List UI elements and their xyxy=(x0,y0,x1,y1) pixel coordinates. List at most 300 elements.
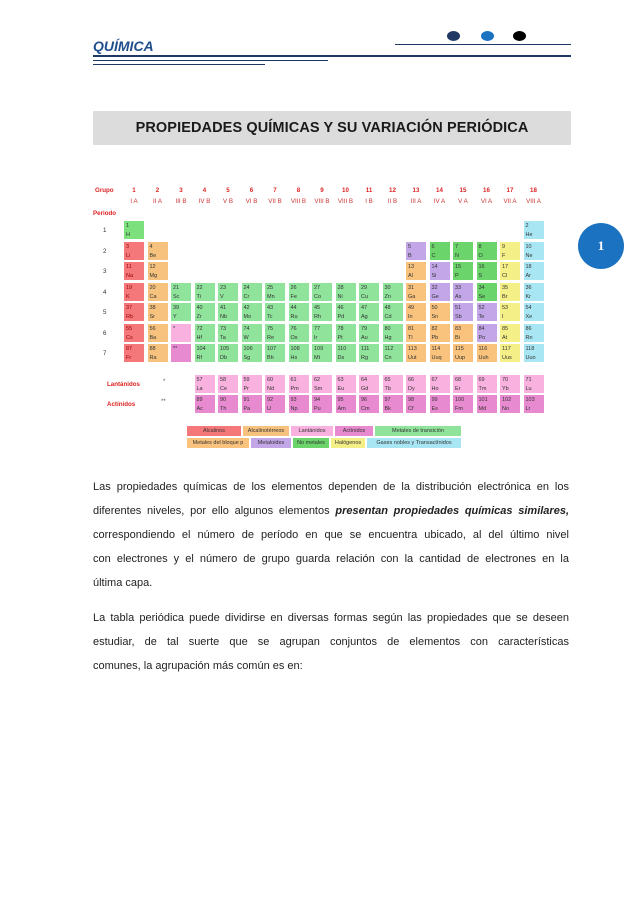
element-cell xyxy=(358,374,380,394)
group-roman: VII A xyxy=(503,198,517,205)
element-symbol: Gd xyxy=(361,385,369,392)
element-symbol: Uuh xyxy=(478,355,489,361)
para1-line2-emphasis: presentan propiedades químicas similares, xyxy=(335,505,569,517)
element-cell xyxy=(311,282,333,302)
period-number: 5 xyxy=(103,309,107,316)
element-cell xyxy=(523,343,545,363)
atomic-number: 118 xyxy=(525,346,535,352)
atomic-number: 63 xyxy=(337,376,344,383)
element-cell xyxy=(429,394,451,414)
group-roman: II A xyxy=(153,198,162,205)
period-number: 7 xyxy=(103,350,107,357)
atomic-number: 100 xyxy=(455,397,465,403)
atomic-number: 30 xyxy=(384,284,391,291)
element-symbol: Th xyxy=(220,406,227,412)
element-symbol: Pr xyxy=(243,385,249,392)
atomic-number: 89 xyxy=(196,397,203,403)
element-symbol: Ac xyxy=(196,406,203,412)
atomic-number: 28 xyxy=(337,284,344,291)
element-cell xyxy=(241,282,263,302)
atomic-number: 29 xyxy=(361,284,368,291)
element-symbol: Ba xyxy=(149,334,157,341)
atomic-number: 64 xyxy=(361,376,368,383)
element-symbol: Li xyxy=(126,252,131,259)
element-symbol: Bi xyxy=(455,334,460,341)
element-symbol: Tc xyxy=(267,314,273,320)
group-number: 7 xyxy=(273,187,277,194)
element-cell xyxy=(170,282,192,302)
group-number: 11 xyxy=(365,187,373,194)
element-cell xyxy=(429,323,451,343)
element-cell xyxy=(123,241,145,261)
element-symbol: O xyxy=(478,252,483,259)
element-symbol: Cl xyxy=(502,273,508,279)
atomic-number: 51 xyxy=(455,305,462,311)
element-cell xyxy=(288,374,310,394)
element-cell xyxy=(476,282,498,302)
element-symbol: Mg xyxy=(149,273,158,279)
element-cell xyxy=(123,323,145,343)
element-symbol: Ds xyxy=(337,355,345,361)
element-symbol: Sc xyxy=(173,293,180,300)
atomic-number: 23 xyxy=(220,284,227,291)
element-cell xyxy=(382,282,404,302)
atomic-number: ** xyxy=(173,346,178,352)
element-symbol: Be xyxy=(149,252,157,259)
group-number: 8 xyxy=(296,187,301,194)
paragraph-2 xyxy=(93,606,569,678)
element-symbol: Cf xyxy=(408,406,414,412)
element-cell xyxy=(335,282,357,302)
element-cell xyxy=(405,302,427,322)
atomic-number: 113 xyxy=(408,346,417,352)
para1-line2-text: diferentes niveles, por ello algunos elementos xyxy=(93,505,336,517)
group-roman: IV B xyxy=(198,198,211,205)
element-cell xyxy=(311,323,333,343)
element-cell xyxy=(405,241,427,261)
atomic-number: 46 xyxy=(337,305,344,311)
atomic-number: 68 xyxy=(455,376,462,383)
element-symbol: S xyxy=(478,273,483,279)
atomic-number: 60 xyxy=(267,376,274,383)
element-symbol: Uut xyxy=(408,355,417,361)
element-symbol: Es xyxy=(431,406,438,412)
element-cell xyxy=(523,261,545,281)
element-symbol: C xyxy=(431,252,436,259)
element-cell xyxy=(405,394,427,414)
atomic-number: 50 xyxy=(431,305,438,311)
element-symbol: Ca xyxy=(149,293,157,300)
element-symbol: V xyxy=(220,293,224,300)
atomic-number: 4 xyxy=(149,243,153,250)
element-cell xyxy=(476,343,498,363)
atomic-number: 16 xyxy=(478,264,485,270)
element-symbol: P xyxy=(455,273,459,279)
element-symbol: Ru xyxy=(290,314,298,320)
atomic-number: 105 xyxy=(220,346,230,352)
element-cell xyxy=(194,323,216,343)
element-cell xyxy=(358,282,380,302)
atomic-number: 37 xyxy=(126,305,133,311)
atomic-number: 52 xyxy=(478,305,485,311)
element-cell xyxy=(523,302,545,322)
element-cell xyxy=(264,343,286,363)
element-cell xyxy=(123,282,145,302)
element-symbol: Uuo xyxy=(525,355,536,361)
legend-item: Alcalinos xyxy=(186,425,242,437)
atomic-number: 87 xyxy=(126,346,133,352)
atomic-number: 114 xyxy=(431,346,441,352)
element-cell xyxy=(523,241,545,261)
element-cell xyxy=(147,282,169,302)
element-cell xyxy=(429,374,451,394)
group-roman: VIII B xyxy=(337,198,354,205)
paragraph-1 xyxy=(93,475,569,595)
element-cell xyxy=(241,343,263,363)
element-symbol: Md xyxy=(478,406,487,412)
atomic-number: 95 xyxy=(337,397,344,403)
element-cell xyxy=(288,302,310,322)
element-symbol: Co xyxy=(314,293,322,300)
atomic-number: 39 xyxy=(173,305,180,311)
atomic-number: 42 xyxy=(243,305,250,311)
element-cell xyxy=(523,394,545,414)
legend-item: Actínidos xyxy=(334,425,374,437)
atomic-number: 62 xyxy=(314,376,321,383)
group-roman: VIII B xyxy=(314,198,330,205)
atomic-number: 36 xyxy=(525,284,532,291)
atomic-number: 90 xyxy=(220,397,227,403)
element-cell xyxy=(194,394,216,414)
atomic-number: 106 xyxy=(243,346,253,352)
legend-item: Gases nobles y Transactínidos xyxy=(366,437,462,449)
element-cell xyxy=(452,323,474,343)
element-symbol: Se xyxy=(478,293,486,300)
element-cell xyxy=(452,282,474,302)
atomic-number: 21 xyxy=(173,284,180,291)
group-number: 10 xyxy=(342,187,349,194)
atomic-number: 33 xyxy=(455,284,462,291)
element-cell xyxy=(499,241,521,261)
atomic-number: 84 xyxy=(478,325,485,332)
element-symbol: Br xyxy=(502,293,508,300)
atomic-number: 94 xyxy=(314,397,321,403)
atomic-number: 65 xyxy=(384,376,391,383)
atomic-number: 66 xyxy=(408,376,415,383)
atomic-number: 7 xyxy=(455,243,459,250)
atomic-number: * xyxy=(173,325,176,332)
element-cell xyxy=(476,323,498,343)
element-cell xyxy=(476,374,498,394)
atomic-number: 43 xyxy=(267,305,274,311)
element-cell xyxy=(452,343,474,363)
element-symbol: Uuq xyxy=(431,355,442,361)
group-number: 5 xyxy=(226,187,230,194)
atomic-number: 111 xyxy=(361,346,370,352)
element-cell xyxy=(405,282,427,302)
atomic-number: 101 xyxy=(478,397,488,403)
group-number: 4 xyxy=(202,187,207,194)
element-cell xyxy=(311,394,333,414)
element-symbol: Hg xyxy=(384,334,392,341)
element-cell xyxy=(217,394,239,414)
atomic-number: 76 xyxy=(290,325,297,332)
group-roman: I A xyxy=(130,198,138,205)
element-cell xyxy=(147,241,169,261)
atomic-number: 73 xyxy=(220,325,227,332)
element-symbol: Db xyxy=(220,355,228,361)
element-symbol: Ge xyxy=(431,293,439,300)
group-number: 14 xyxy=(436,187,443,194)
element-cell xyxy=(288,394,310,414)
element-symbol: Cs xyxy=(126,334,133,341)
element-cell xyxy=(499,261,521,281)
atomic-number: 74 xyxy=(243,325,250,332)
element-cell xyxy=(264,302,286,322)
legend-item: Metales del bloque p xyxy=(186,437,250,449)
element-symbol: Tb xyxy=(384,385,391,392)
atomic-number: 53 xyxy=(502,305,509,311)
element-cell xyxy=(382,343,404,363)
atomic-number: 80 xyxy=(384,325,391,332)
element-symbol: Na xyxy=(126,273,134,279)
element-symbol: Mo xyxy=(243,314,252,320)
element-symbol: Ag xyxy=(361,314,368,320)
atomic-number: 86 xyxy=(525,325,532,332)
period-number: 4 xyxy=(103,288,107,296)
element-cell xyxy=(241,374,263,394)
atomic-number: 11 xyxy=(126,264,132,270)
atomic-number: 102 xyxy=(502,397,512,403)
element-cell xyxy=(311,343,333,363)
element-symbol: Lr xyxy=(525,406,531,412)
element-symbol: Cu xyxy=(361,293,369,300)
group-number: 6 xyxy=(249,187,254,194)
element-cell xyxy=(147,261,169,281)
atomic-number: 31 xyxy=(408,284,415,291)
atomic-number: 35 xyxy=(502,284,509,291)
element-cell xyxy=(429,302,451,322)
element-symbol: F xyxy=(502,252,506,259)
element-cell xyxy=(264,323,286,343)
atomic-number: 44 xyxy=(290,305,297,311)
element-symbol: Cm xyxy=(361,406,370,412)
atomic-number: 5 xyxy=(408,243,412,250)
subject-header: QUÍMICA xyxy=(93,38,154,54)
element-symbol: Zn xyxy=(384,293,391,300)
element-symbol: Pb xyxy=(431,334,439,341)
element-symbol: As xyxy=(455,293,462,300)
element-symbol: Rf xyxy=(196,355,202,361)
atomic-number: 61 xyxy=(290,376,297,383)
element-symbol: Sn xyxy=(431,314,439,320)
element-symbol: Ir xyxy=(314,334,318,341)
element-cell xyxy=(382,302,404,322)
para1-line4: con electrones y el número de grupo guarda relación con la cantidad de electrones en la xyxy=(93,553,569,565)
atomic-number: 22 xyxy=(196,284,203,291)
atomic-number: 47 xyxy=(361,305,368,311)
group-label: Grupo xyxy=(95,187,114,194)
element-symbol: Rn xyxy=(525,334,533,341)
element-symbol: Ni xyxy=(337,293,343,300)
element-cell xyxy=(523,323,545,343)
atomic-number: 32 xyxy=(431,284,438,291)
element-cell xyxy=(358,302,380,322)
element-symbol: Bh xyxy=(267,355,274,361)
element-symbol: Rh xyxy=(314,314,322,320)
element-symbol: Ne xyxy=(525,252,533,259)
element-symbol: Pd xyxy=(337,314,345,320)
atomic-number: 45 xyxy=(314,305,321,311)
atomic-number: 6 xyxy=(431,243,435,250)
element-symbol: Sg xyxy=(243,355,251,361)
group-roman: VII B xyxy=(268,198,282,205)
group-roman: IV A xyxy=(433,198,446,205)
atomic-number: 99 xyxy=(431,397,438,403)
element-cell xyxy=(405,343,427,363)
element-cell xyxy=(335,302,357,322)
group-roman: V A xyxy=(458,198,468,205)
element-symbol: Yb xyxy=(502,385,509,392)
element-cell xyxy=(452,302,474,322)
period-number: 6 xyxy=(103,329,107,337)
element-symbol: Cd xyxy=(384,314,392,320)
atomic-number: 81 xyxy=(408,325,415,332)
atomic-number: 85 xyxy=(502,325,509,332)
period-number: 1 xyxy=(103,227,107,234)
atomic-number: 88 xyxy=(149,346,156,352)
element-symbol: Re xyxy=(267,334,275,341)
lanthanides-label: Lantánidos xyxy=(107,380,141,388)
element-symbol: Sb xyxy=(455,314,462,320)
element-cell xyxy=(170,302,192,322)
atomic-number: 9 xyxy=(502,243,506,250)
element-cell xyxy=(217,343,239,363)
legend-item: Alcalinotérreos xyxy=(242,425,290,437)
element-cell xyxy=(123,343,145,363)
element-symbol: Xe xyxy=(525,314,533,320)
atomic-number: 70 xyxy=(502,376,509,383)
element-cell xyxy=(194,343,216,363)
element-symbol: Rb xyxy=(126,314,134,320)
atomic-number: 15 xyxy=(455,264,462,270)
para1-line5: última capa. xyxy=(93,577,153,589)
atomic-number: 82 xyxy=(431,325,438,332)
element-symbol: Pm xyxy=(290,385,299,392)
atomic-number: 75 xyxy=(267,325,274,332)
element-cell xyxy=(311,374,333,394)
element-cell xyxy=(382,374,404,394)
atomic-number: 25 xyxy=(267,284,274,291)
group-number: 2 xyxy=(155,187,160,194)
element-cell xyxy=(123,220,145,240)
element-symbol: W xyxy=(243,334,249,341)
atomic-number: 104 xyxy=(196,346,206,352)
element-cell xyxy=(194,302,216,322)
atomic-number: 98 xyxy=(408,397,415,403)
period-number: 3 xyxy=(103,268,107,275)
lanthanide-marker: * xyxy=(163,378,166,385)
atomic-number: 10 xyxy=(525,243,532,250)
period-label: Periodo xyxy=(93,210,117,217)
atomic-number: 109 xyxy=(314,346,324,352)
element-cell xyxy=(335,374,357,394)
element-symbol: Lu xyxy=(525,385,532,392)
atomic-number: 20 xyxy=(149,284,156,291)
element-cell xyxy=(429,261,451,281)
para2-line3: comunes, la agrupación más común es en: xyxy=(93,660,303,672)
para2-line2: estudiar, de tal suerte que se agrupan conjuntos de elementos con características xyxy=(93,636,569,648)
element-symbol: Ta xyxy=(220,334,226,341)
element-symbol: Tl xyxy=(408,334,413,341)
element-cell xyxy=(523,220,545,240)
element-cell xyxy=(405,261,427,281)
atomic-number: 91 xyxy=(243,397,250,403)
atomic-number: 115 xyxy=(455,346,464,352)
element-cell xyxy=(499,343,521,363)
atomic-number: 110 xyxy=(337,346,347,352)
atomic-number: 96 xyxy=(361,397,368,403)
element-symbol: Eu xyxy=(337,385,345,392)
atomic-number: 34 xyxy=(478,284,485,291)
group-roman: I B xyxy=(365,198,373,205)
element-cell xyxy=(382,323,404,343)
element-cell xyxy=(429,241,451,261)
element-symbol: Nb xyxy=(220,314,228,320)
group-number: 16 xyxy=(483,187,490,194)
period-number: 2 xyxy=(103,247,107,255)
page-title: PROPIEDADES QUÍMICAS Y SU VARIACIÓN PERIÓDICA xyxy=(135,120,529,136)
element-cell xyxy=(217,302,239,322)
element-symbol: Te xyxy=(478,314,485,320)
element-cell xyxy=(499,282,521,302)
legend-item: No metales xyxy=(292,437,330,449)
atomic-number: 26 xyxy=(290,284,297,291)
atomic-number: 69 xyxy=(478,376,485,383)
atomic-number: 54 xyxy=(525,305,532,311)
atomic-number: 55 xyxy=(126,325,133,332)
atomic-number: 2 xyxy=(525,223,529,229)
atomic-number: 72 xyxy=(196,325,203,332)
atomic-number: 27 xyxy=(314,284,321,291)
atomic-number: 49 xyxy=(408,305,415,311)
atomic-number: 83 xyxy=(455,325,462,332)
group-roman: II B xyxy=(387,198,398,205)
atomic-number: 78 xyxy=(337,325,344,332)
atomic-number: 13 xyxy=(408,264,415,270)
atomic-number: 38 xyxy=(149,305,156,311)
element-cell xyxy=(241,394,263,414)
element-cell xyxy=(358,394,380,414)
element-symbol: Fe xyxy=(290,293,297,300)
element-cell xyxy=(499,323,521,343)
element-symbol: Ra xyxy=(149,355,157,361)
element-symbol: Kr xyxy=(525,293,531,300)
element-cell xyxy=(405,323,427,343)
atomic-number: 117 xyxy=(502,346,511,352)
element-cell xyxy=(170,323,192,343)
legend-item: Metaloides xyxy=(250,437,292,449)
atomic-number: 48 xyxy=(384,305,391,311)
element-cell xyxy=(523,282,545,302)
group-number: 1 xyxy=(132,187,136,194)
atomic-number: 56 xyxy=(149,325,156,332)
atomic-number: 58 xyxy=(220,376,227,383)
element-cell xyxy=(405,374,427,394)
element-cell xyxy=(288,282,310,302)
element-cell xyxy=(476,241,498,261)
element-cell xyxy=(476,302,498,322)
